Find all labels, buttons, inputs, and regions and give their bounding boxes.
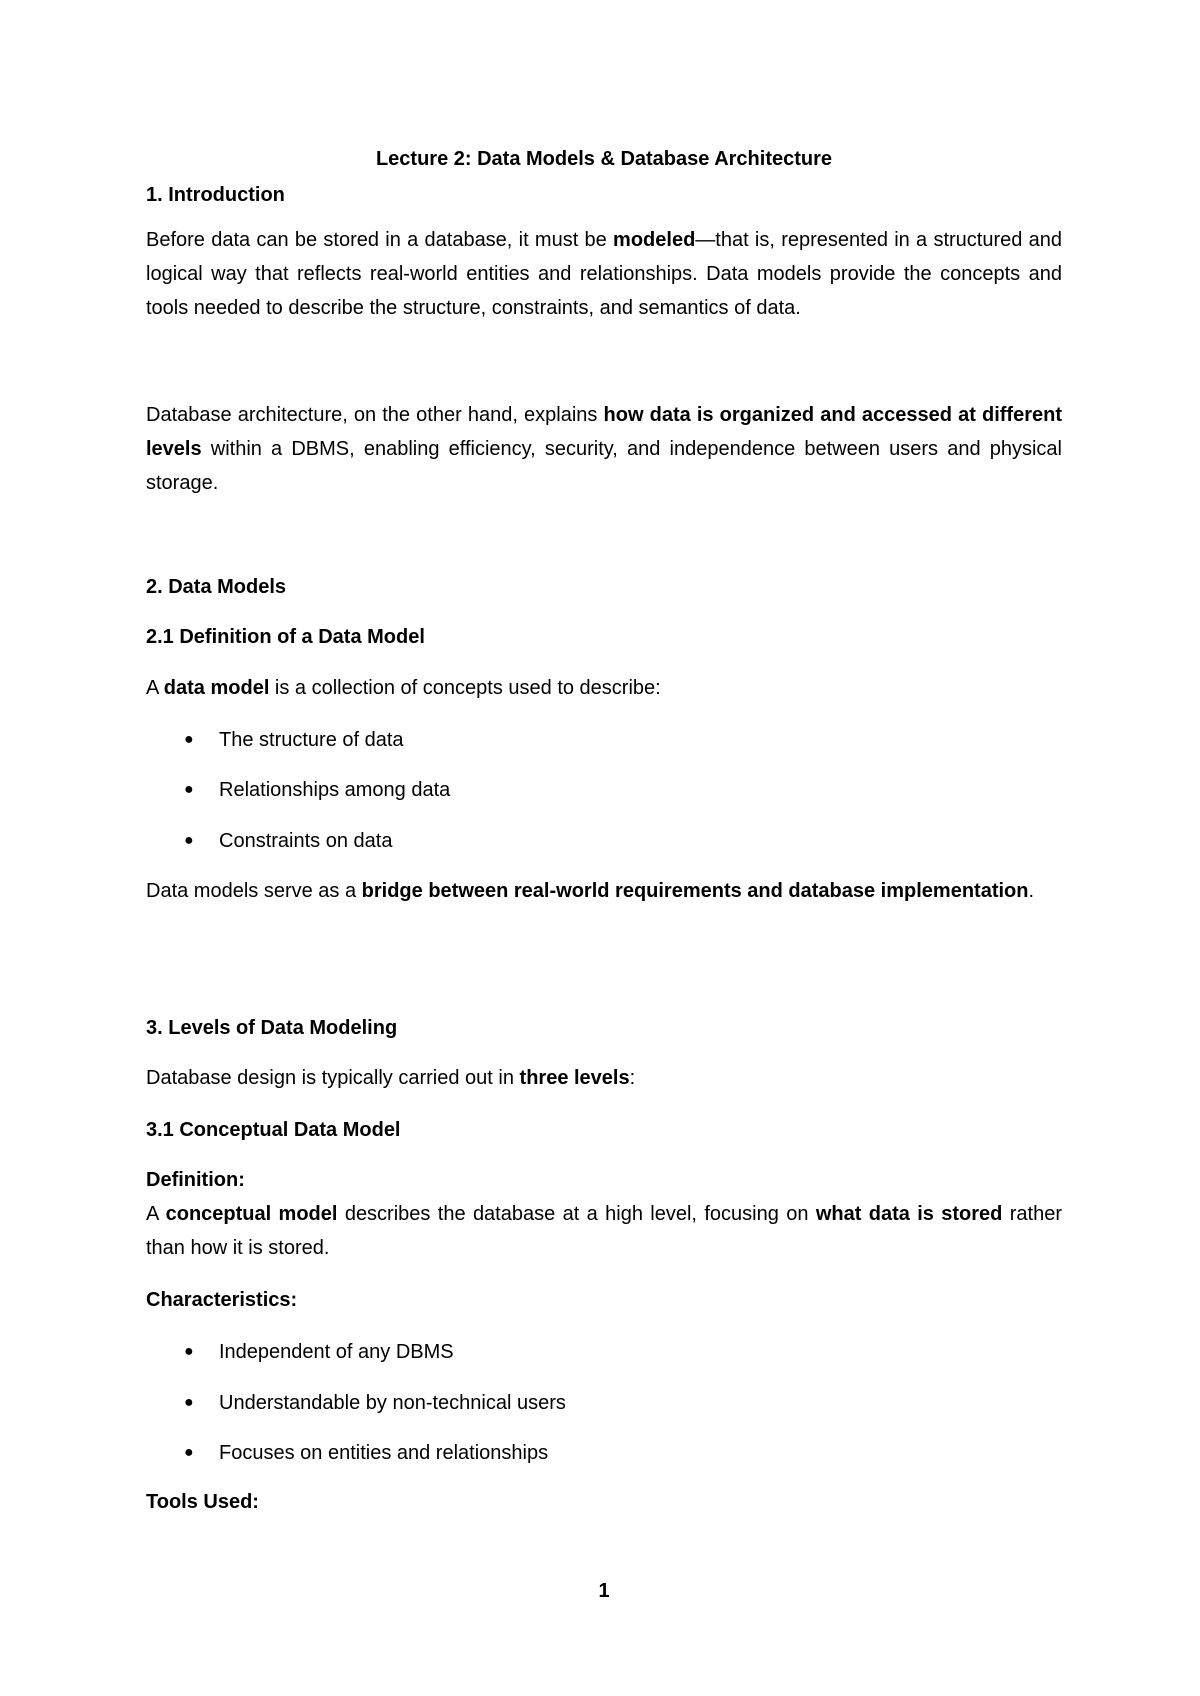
section-heading-data-models: 2. Data Models — [146, 576, 287, 598]
section-heading-levels: 3. Levels of Data Modeling — [146, 1017, 398, 1039]
subsection-heading-conceptual: 3.1 Conceptual Data Model — [146, 1119, 401, 1141]
bridge-paragraph: Data models serve as a bridge between real-world requirements and database implementation. — [146, 880, 1035, 902]
conceptual-paragraph: A conceptual model describes the database at a high level, focusing on what data is stored rather than how it is stored. — [146, 1203, 1062, 1259]
bullet-icon: ● — [184, 1394, 194, 1411]
bullet-icon: ● — [184, 1444, 194, 1461]
characteristics-label: Characteristics: — [146, 1289, 298, 1311]
section-heading-introduction: 1. Introduction — [146, 184, 285, 206]
subsection-heading-definition: 2.1 Definition of a Data Model — [146, 626, 425, 648]
bullet-icon: ● — [184, 781, 194, 798]
document-title: Lecture 2: Data Models & Database Architecture — [375, 148, 833, 170]
intro-paragraph-1: Before data can be stored in a database, it must be modeled—that is, represented in a structured and logical way that reflects real-world entities and relationships. Data models provide the concepts and tools needed to describe the structure, constraints, and semantics of data. — [146, 229, 1063, 319]
page-number: 1 — [598, 1580, 610, 1602]
tools-label: Tools Used: — [146, 1491, 259, 1513]
bullet-icon: ● — [184, 731, 194, 748]
bullet-icon: ● — [184, 1343, 194, 1360]
intro-paragraph-2: Database architecture, on the other hand, explains how data is organized and accessed at different levels within a DBMS, enabling efficiency, security, and independence between users and physical storage. — [146, 404, 1062, 494]
bullet-icon: ● — [184, 832, 194, 849]
definition-paragraph: A data model is a collection of concepts used to describe: — [146, 677, 661, 699]
levels-paragraph: Database design is typically carried out in three levels: — [146, 1067, 636, 1089]
definition-label: Definition: — [146, 1169, 245, 1191]
document-page: Lecture 2: Data Models & Database Architecture 1. Introduction Before data can be stored in a database, it must be modeled—that is, represented in a structured and logical way that reflects real-world entities and relationships. Data models provide the concepts and tools needed to describe the structure, constraints, and semantics of data. Database architecture, on the other hand, explains how data is organized and accessed at different levels within a DBMS, enabling efficiency, security, and independence between users and physical storage. 2. Data Models 2.1 Definition of a Data Model A data model is a collection of concepts used to describe: ● The structure of data ● Relationships among data ● Constraints on data Data models serve as a bridge between real-world requirements and database implementation. 3. Levels of Data Modeling Database design is typically carried out in three levels: 3.1 Conceptual Data Model Definition: A conceptual model describes the database at a high level, focusing on what data is stored rather than how it is stored. Characteristics: ● Independent of any DBMS ● Understandable by non-technical users ● Focuses on entities and relationships Tools Used: 1 — [146, 0, 1062, 1696]
